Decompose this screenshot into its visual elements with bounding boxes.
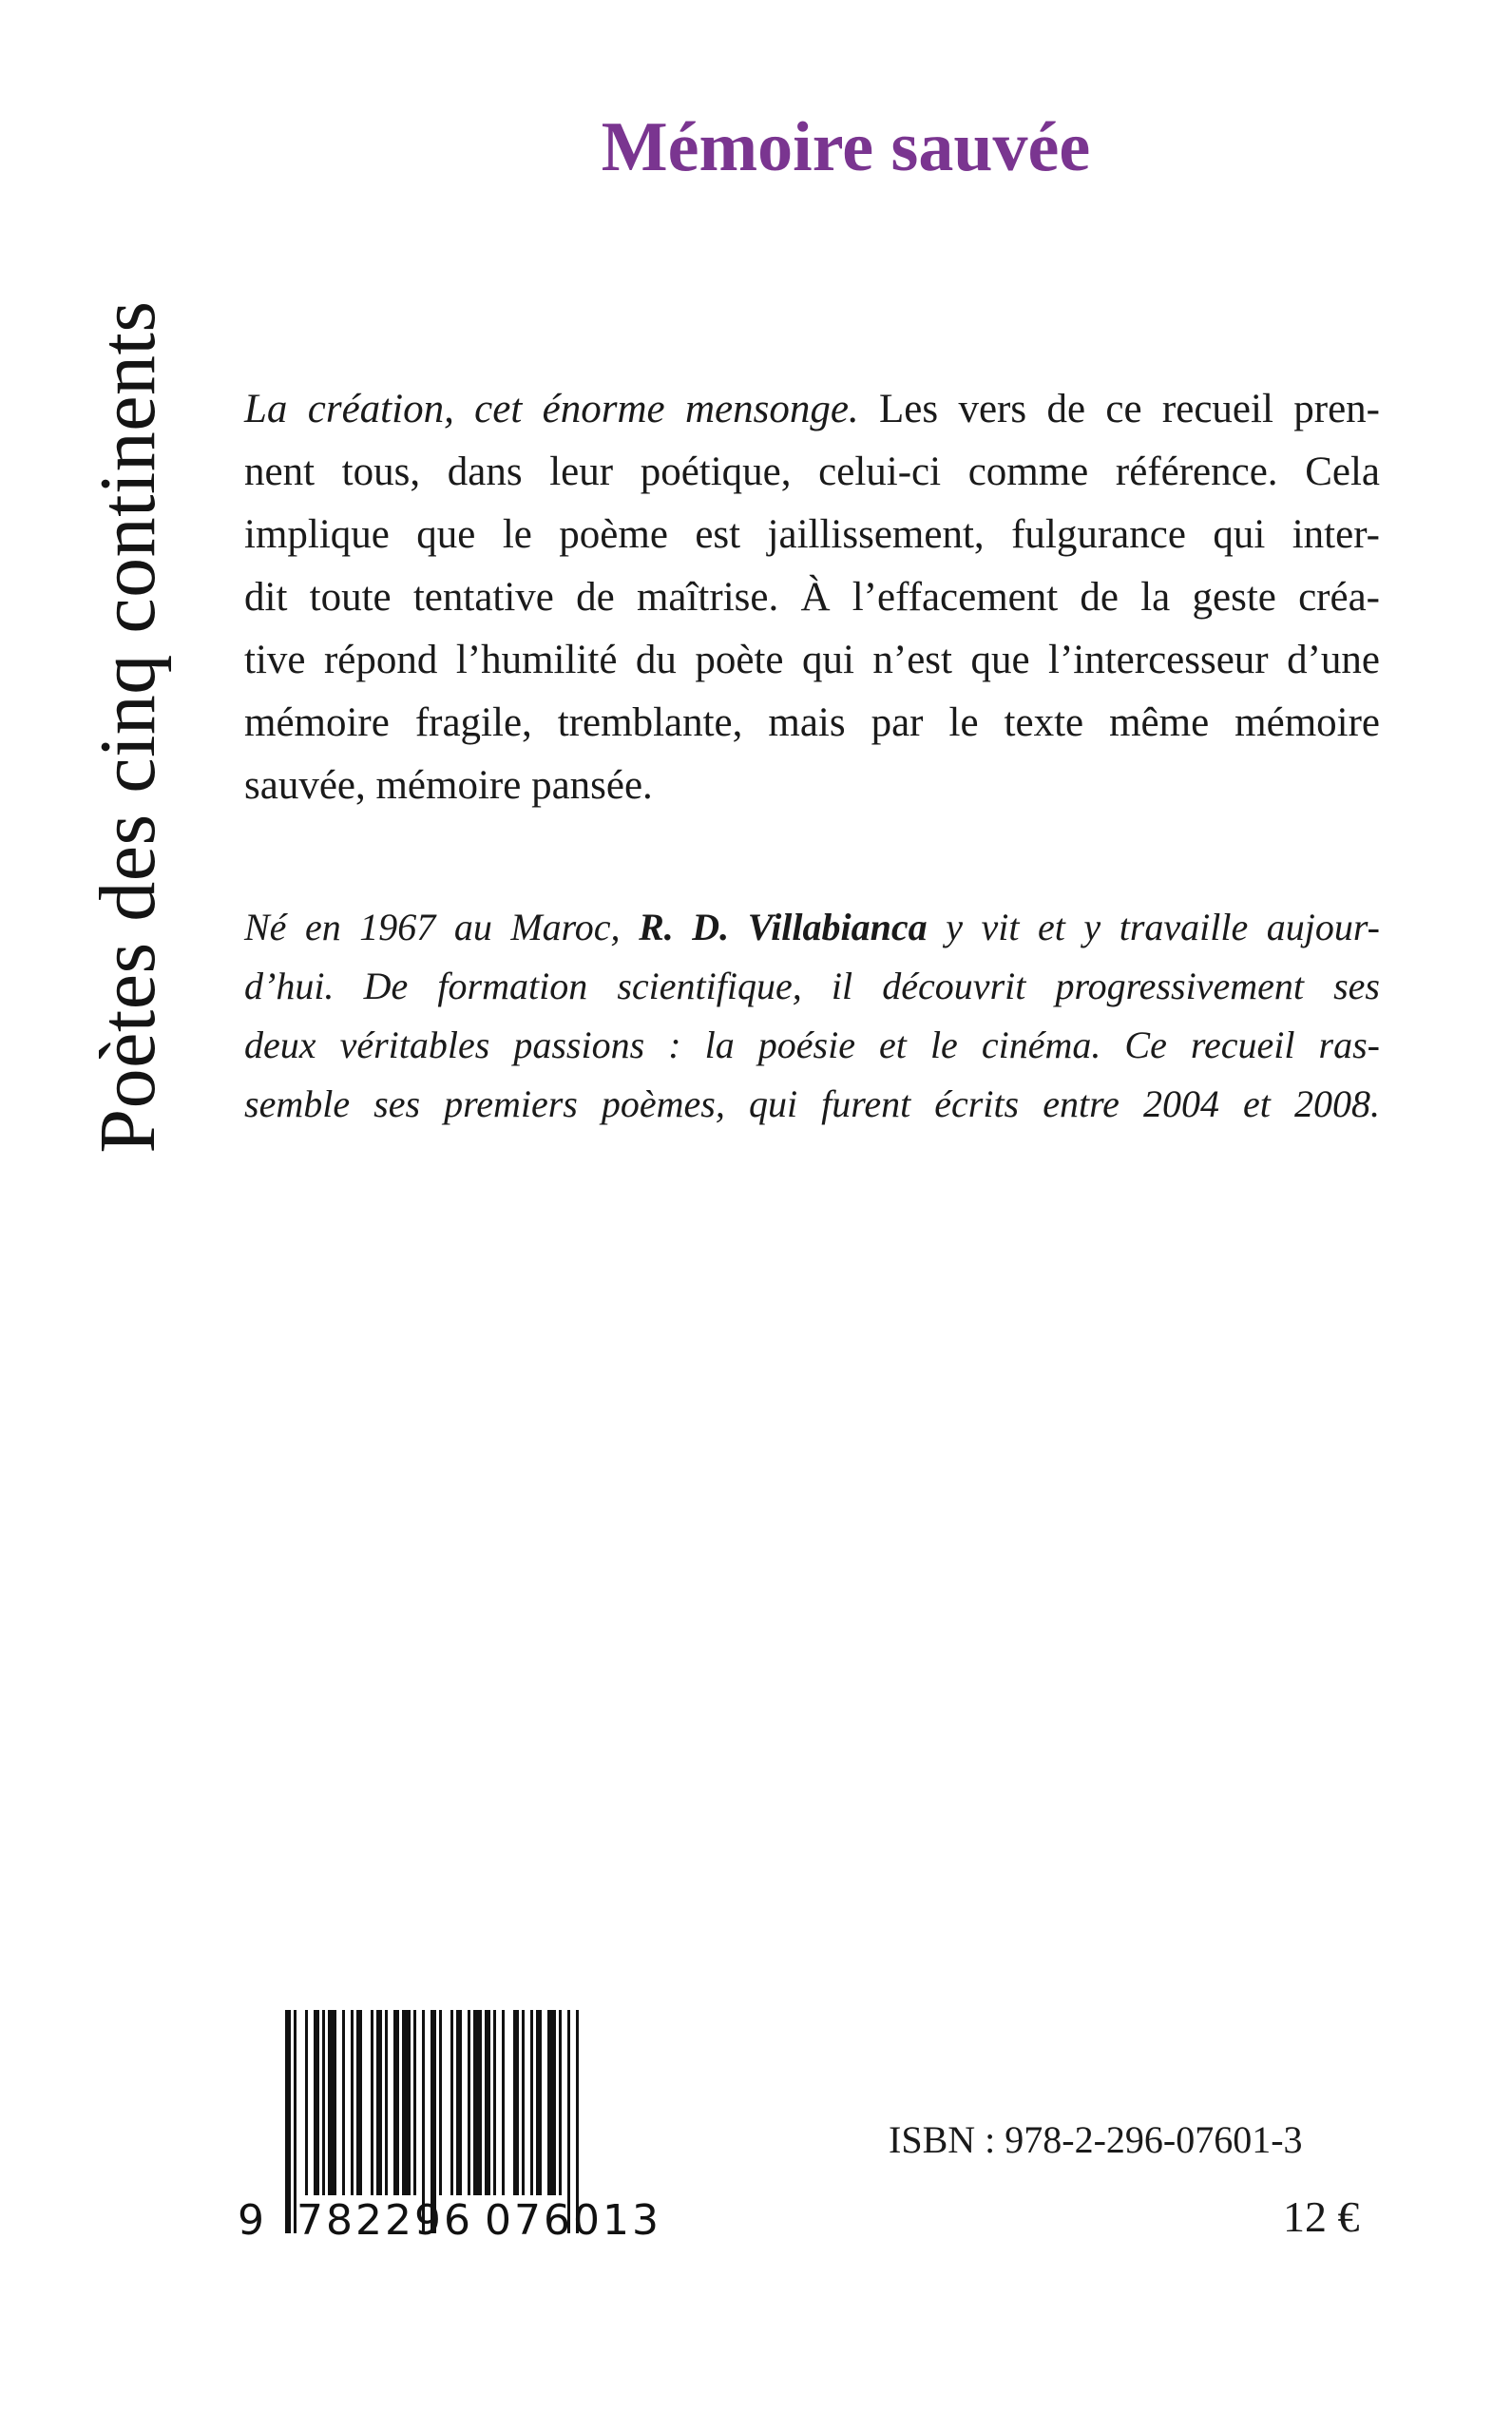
barcode-bar: [393, 2010, 399, 2195]
blurb-line: dit toute tentative de maîtrise. À l’effacement de la geste créa-: [244, 575, 1380, 620]
author-bio: [244, 898, 1380, 1134]
barcode-bar: [351, 2010, 354, 2195]
author-name: R. D. Villabianca: [639, 906, 928, 948]
barcode-bar: [502, 2010, 505, 2195]
collection-name: Poètes des cinq continents: [84, 300, 172, 1154]
blurb-line: La création, cet énorme mensonge. Les vers de ce recueil pren-: [244, 387, 1380, 431]
barcode-bar: [322, 2010, 325, 2195]
book-title: Mémoire sauvée: [601, 108, 1091, 186]
barcode-bar: [536, 2010, 542, 2195]
barcode-group-left: 782296: [297, 2196, 473, 2245]
barcode: [238, 2010, 708, 2243]
barcode-bar: [547, 2010, 556, 2195]
barcode-bar: [493, 2010, 496, 2195]
barcode-bar: [385, 2010, 388, 2195]
bio-line: d’hui. De formation scientifique, il découvrit progressivement ses: [244, 965, 1380, 1007]
barcode-bar: [530, 2010, 533, 2195]
barcode-bar: [285, 2010, 291, 2233]
bio-line: Né en 1967 au Maroc, R. D. Villabianca y vit et y travaille aujour-: [244, 906, 1380, 948]
barcode-bar: [356, 2010, 362, 2195]
blurb-line: sauvée, mémoire pansée.: [244, 763, 653, 808]
barcode-bar: [314, 2010, 319, 2195]
spine-collection: [86, 171, 171, 1283]
blurb-line: mémoire fragile, tremblante, mais par le texte même mémoire: [244, 700, 1380, 745]
barcode-bar: [468, 2010, 470, 2195]
barcode-first-digit: 9: [238, 2196, 267, 2245]
barcode-bar: [305, 2010, 308, 2195]
blurb-line: implique que le poème est jaillissement, fulgurance qui inter-: [244, 512, 1380, 557]
bio-line: semble ses premiers poèmes, qui furent écrits entre 2004 et 2008.: [244, 1082, 1380, 1125]
blurb-line: tive répond l’humilité du poète qui n’est que l’intercesseur d’une: [244, 638, 1380, 682]
barcode-bar: [513, 2010, 519, 2195]
blurb-line: nent tous, dans leur poétique, celui-ci comme référence. Cela: [244, 450, 1380, 494]
barcode-bar: [371, 2010, 373, 2195]
barcode-bar: [522, 2010, 525, 2195]
barcode-bar: [485, 2010, 490, 2195]
isbn-number: ISBN : 978-2-296-07601-3: [889, 2118, 1303, 2161]
barcode-bar: [439, 2010, 442, 2195]
barcode-bar: [376, 2010, 382, 2195]
barcode-bar: [402, 2010, 411, 2195]
blurb-paragraph: [244, 378, 1380, 817]
barcode-bar: [559, 2010, 562, 2195]
barcode-bar: [342, 2010, 345, 2195]
barcode-bar: [450, 2010, 453, 2195]
bio-line: deux véritables passions : la poésie et le cinéma. Ce recueil ras-: [244, 1024, 1380, 1066]
barcode-bar: [473, 2010, 482, 2195]
blurb-quote: La création, cet énorme mensonge.: [244, 387, 859, 431]
price-label: 12 €: [1283, 2192, 1360, 2241]
barcode-bar: [328, 2010, 336, 2195]
barcode-bar: [456, 2010, 462, 2195]
barcode-bar: [413, 2010, 416, 2195]
barcode-group-right: 076013: [485, 2196, 661, 2245]
